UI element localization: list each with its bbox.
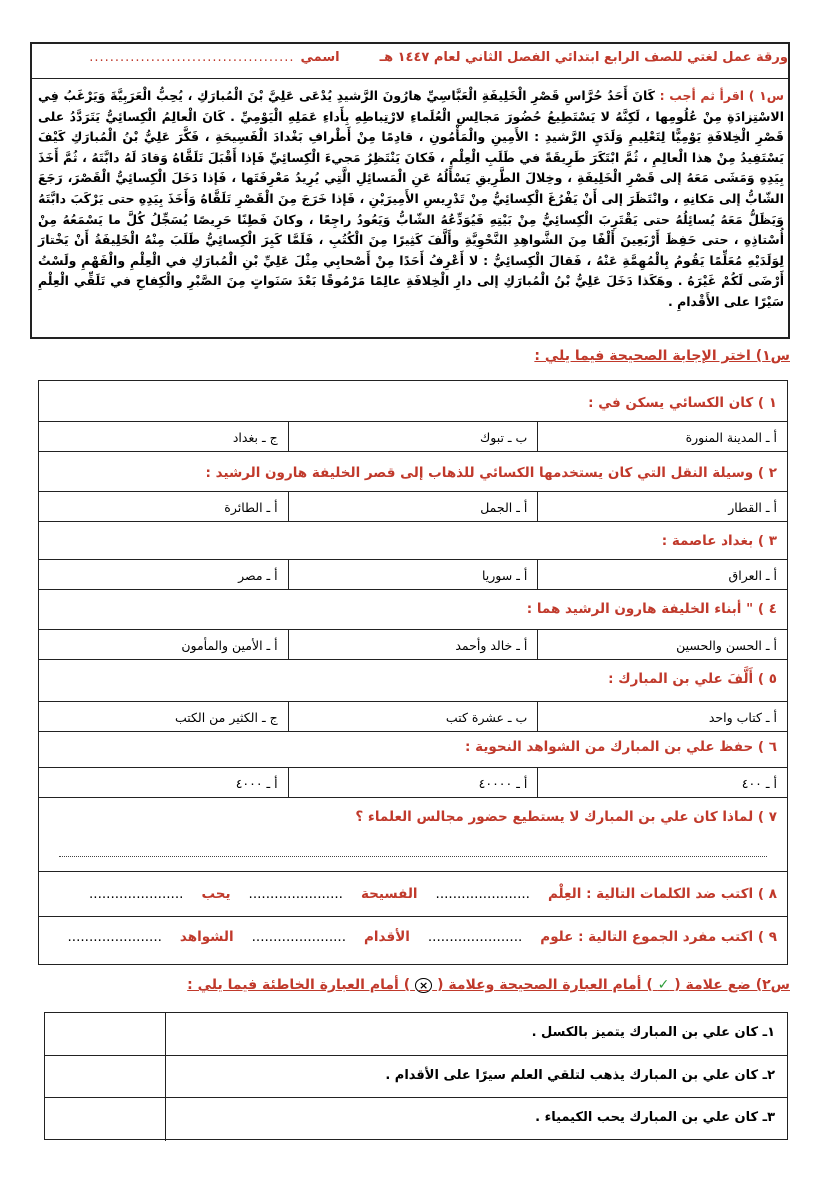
name-field[interactable]: ........................................ (89, 50, 295, 65)
question-2-options (39, 491, 787, 522)
option[interactable]: أ ـ المدينة المنورة (537, 422, 787, 452)
question-8-word: الفسيحة (360, 886, 418, 902)
section2-heading-b: ) أمام العبارة الصحيحة وعلامة ( (437, 977, 653, 993)
true-false-table (44, 1012, 788, 1140)
option[interactable]: أ ـ كتاب واحد (537, 702, 787, 732)
option[interactable]: أ ـ الطائرة (224, 499, 278, 515)
name-label: اسمي (300, 50, 340, 65)
answer-dots[interactable]: ...................... (427, 929, 523, 945)
question-9-word: الأقدام (364, 929, 410, 945)
answer-dots[interactable]: ...................... (251, 929, 347, 945)
option[interactable]: أ ـ سوريا (288, 560, 538, 590)
answer-dots[interactable]: ...................... (67, 929, 162, 945)
answer-cell[interactable] (45, 1056, 166, 1098)
answer-cell[interactable] (45, 1098, 166, 1141)
option[interactable]: أ ـ ٤٠٠٠٠ (288, 768, 538, 798)
option[interactable]: أ ـ القطار (537, 492, 787, 522)
option[interactable]: أ ـ العراق (537, 560, 787, 590)
statement: ٣ـ كان علي بن المبارك يحب الكيمياء . (535, 1110, 775, 1126)
question-7: ٧ ) لماذا كان علي بن المبارك لا يستطيع حضور مجالس العلماء ؟ (355, 809, 777, 825)
reading-passage (38, 86, 784, 313)
question-5: ٥ ) أَلَّفَ علي بن المبارك : (608, 671, 777, 687)
mcq-box (38, 380, 788, 965)
table-row (45, 1098, 787, 1141)
answer-line[interactable] (59, 856, 767, 857)
passage-label: س١ ) اقرأ ثم أجب : (659, 88, 784, 103)
section2-heading (187, 977, 790, 993)
option[interactable]: أ ـ ٤٠٠ (537, 768, 787, 798)
question-9-label: ٩ ) اكتب مفرد الجموع التالية : علوم (540, 929, 777, 945)
question-1: ١ ) كان الكسائي يسكن في : (588, 395, 777, 411)
statement: ٢ـ كان علي بن المبارك يذهب لتلقي العلم سيرًا على الأقدام . (385, 1067, 775, 1083)
passage-text: كَانَ أَحَدُ حُرَّاسِ قَصْرِ الْخَلِيفَةِ الْعَبَّاسِيِّ هارُونَ الرَّشيدِ يُدْعَى عَلِيَّ بْنَ الْمُبارَكِ ، يُحِبُّ الْعَرَبِيَّةَ وَيَرْغَبُ فِي الاسْتِزادَةِ مِنْ عُلُومِها ، لَكِنَّهُ لا يَسْتَطِيعُ حُضُورَ مَجالِسِ الْعُلَماءِ لارْتِباطِهِ بِأَداءِ عَمَلِهِ الْيَوْمِيِّ . كَانَ الْعالِمُ الْكِسائِيُّ يَتَرَدَّدُ على قَصْرِ الْخِلافَةِ يَوْمِيًّا لِتَعْلِيمِ وَلَدَيِ الرَّشيدِ : الأَمِينِ والْمَأْمُونِ ، قادِمًا مِنْ أَطْرافِ بَغْدادَ الْفَسِيحَةِ ، فَكَّرَ عَلِيُّ بْنُ الْمُبارَكِ كَيْفَ يَسْتَفِيدُ مِنْ هذا الْعالِمِ ، ثُمَّ ابْتَكَرَ طَرِيقَةً في طَلَبِ الْعِلْمِ ، فَكانَ يَنْتَظِرُ مَجيءَ الْكِسائِيِّ فَإذا أَقْبَلَ تَلَقَّاهُ وَقادَ لَهُ دابَّتَهُ ، ثُمَّ أَخَذَ بِيَدِهِ وَمَشَى مَعَهُ إلى قَصْرِ الْخَلِيفَةِ ، وخِلالَ الطَّرِيقِ يَسْأَلُهُ عَنِ الْمَسائِلِ الَّتِي يُرِيدُ مَعْرِفَتَها ، فَإذا دَخَلَ الْكِسائِيُّ الْقَصْرَ، رَجَعَ الشّابُّ إلى مَكانِهِ ، وانْتَظَرَ إلى أَنْ يَفْرُغَ الْكِسائِيُّ مِنْ تَدْرِيسِ الأَمِيرَيْنِ ، فَإذا خَرَجَ مِنَ الْقَصْرِ تَلَقَّاهُ وَأَخَذَ بِيَدِهِ حتى يَرْكَبَ دابَّتَهُ وَيَظَلُّ مَعَهُ يُسائِلُهُ حتى يَقْتَرِبَ الْكِسائِيُّ مِنْ بَيْتِهِ فَيُوَدِّعُهُ الشّابُّ وَيَعُودُ راجِعًا ، وكانَ فَطِنًا حَرِيصًا يُسَجِّلُ كُلَّ ما يَسْمَعُهُ مِنْ أُسْتاذِهِ ، حتى حَفِظَ أَرْبَعِينَ أَلْفًا مِنَ الشَّواهِدِ النَّحْوِيَّةِ وأَلَّفَ كَثِيرًا مِنَ الْكُتُبِ ، فَلَمَّا كَبِرَ الْكِسائِيُّ طَلَبَ مِنْهُ الْخَلِيفَةُ أَنْ يَخْتارَ لِوَلَدَيْهِ مُعَلِّمًا يَقُومُ بِالْمُهِمَّةِ عَنْهُ ، فَقالَ الْكِسائِيُّ : لا أَعْرِفُ أَحَدًا مِنْ أَصْحابِي مِثْلَ عَلِيِّ بْنِ الْمُبارَكِ في الْعِلْمِ والْفَهْمِ ولَسْتُ أَرْضَى لَكُمْ غَيْرَهُ . وهَكَذا دَخَلَ عَلِيُّ بْنُ الْمُبارَكِ إلى دارِ الْخِلافَةِ عالِمًا مَرْمُوقًا بَعْدَ سَنَواتٍ مِنَ الصَّبْرِ والْكِفاحِ في تَلَقِّي الْعِلْمِ سَيْرًا على الأَقْدامِ . (38, 88, 784, 309)
question-4-options (39, 629, 787, 660)
check-icon: ✓ (657, 977, 670, 993)
option[interactable]: أ ـ خالد وأحمد (288, 630, 538, 660)
option[interactable]: ج ـ الكثير من الكتب (174, 709, 278, 725)
option[interactable]: أ ـ الحسن والحسين (537, 630, 787, 660)
option[interactable]: ج ـ بغداد (232, 429, 278, 445)
question-6-options (39, 767, 787, 798)
question-9 (68, 929, 778, 945)
worksheet-title-bar (40, 50, 788, 65)
option[interactable]: أ ـ مصر (238, 567, 278, 583)
answer-cell[interactable] (45, 1013, 166, 1055)
question-1-options (39, 421, 787, 452)
statement: ١ـ كان علي بن المبارك يتميز بالكسل . (531, 1025, 775, 1040)
table-row (45, 1056, 787, 1099)
cross-icon: × (415, 978, 432, 993)
option[interactable]: ب ـ عشرة كتب (288, 702, 538, 732)
question-4: ٤ ) " أبناء الخليفة هارون الرشيد هما : (526, 601, 777, 617)
question-6: ٦ ) حفظ علي بن المبارك من الشواهد النحوية : (465, 739, 777, 755)
question-9-word: الشواهد (179, 929, 234, 945)
option[interactable]: أ ـ ٤٠٠٠ (235, 775, 278, 791)
question-3: ٣ ) بغداد عاصمة : (661, 533, 777, 549)
answer-dots[interactable]: ...................... (248, 886, 343, 902)
question-5-options (39, 701, 787, 732)
section1-heading: س١) اختر الإجابة الصحيحة فيما يلي : (534, 348, 790, 364)
answer-dots[interactable]: ...................... (435, 886, 530, 902)
divider (30, 78, 790, 79)
option[interactable]: ب ـ تبوك (288, 422, 538, 452)
worksheet-title: ورقة عمل لغتي للصف الرابع ابتدائي الفصل الثاني لعام ١٤٤٧ هـ (379, 50, 788, 65)
question-8 (89, 886, 777, 902)
section2-heading-c: ) أمام العبارة الخاطئة فيما يلي : (187, 977, 411, 993)
question-8-word: يحب (201, 886, 231, 902)
question-8-label: ٨ ) اكتب ضد الكلمات التالية : العِلْم (547, 886, 777, 902)
question-2: ٢ ) وسيلة النقل التي كان يستخدمها الكسائي للذهاب إلى قصر الخليفة هارون الرشيد : (205, 465, 777, 481)
answer-dots[interactable]: ...................... (89, 886, 184, 902)
question-3-options (39, 559, 787, 590)
option[interactable]: أ ـ الجمل (288, 492, 538, 522)
section2-heading-a: س٢) ضع علامة ( (674, 977, 790, 993)
table-row (45, 1013, 787, 1056)
option[interactable]: أ ـ الأمين والمأمون (181, 637, 278, 653)
